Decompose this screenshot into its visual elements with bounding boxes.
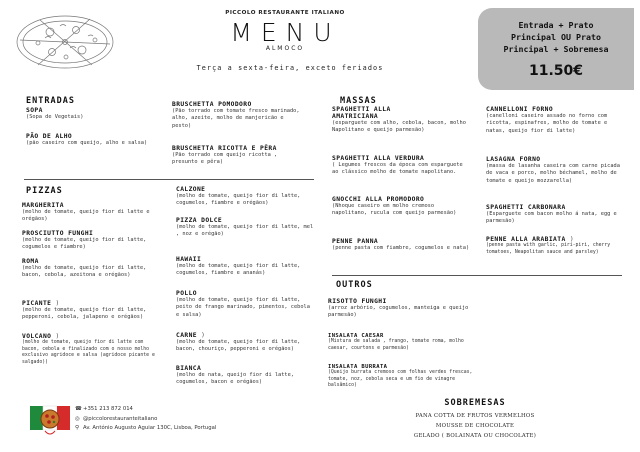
item-name: SPAGHETTI ALLA AMATRICIANA xyxy=(332,106,391,120)
menu-item xyxy=(176,290,316,319)
outros-heading: OUTROS xyxy=(336,280,373,290)
menu-item xyxy=(332,155,472,177)
menu-item xyxy=(26,133,151,147)
item-description: (Sopa de Vegetais) xyxy=(26,114,84,120)
item-description: (pão caseiro com queijo, alho e salsa) xyxy=(26,140,148,146)
item-name xyxy=(22,300,162,307)
item-name: PENNE PANNA xyxy=(332,238,379,245)
item-name xyxy=(486,236,621,243)
phone-icon: ☎ xyxy=(75,406,82,412)
item-description: (molho de tomate, queijo fior di latte, bacon, cebola, azeitona e orégãos) xyxy=(22,265,147,279)
chili-icon: ) xyxy=(569,236,575,243)
item-name: INSALATA CAESAR xyxy=(328,333,384,339)
item-name: SOPA xyxy=(26,107,43,114)
menu-item xyxy=(22,202,162,224)
menu-subheading: ALMOCO xyxy=(265,45,305,52)
menu-item xyxy=(22,258,162,280)
restaurant-logo xyxy=(30,402,70,438)
instagram-icon: ◎ xyxy=(75,415,80,422)
item-description: (molho de tomate, queijo fior di latte, cogumelos e fiambre) xyxy=(22,237,147,251)
item-description: (molho de tomate, queijo fior di latte com bacon, cebola e finalizado com o nosso molho exclusivo agridoce e salsa (agridoce picante e salgado)) xyxy=(22,340,155,365)
menu-item xyxy=(26,107,161,121)
item-name-text: PENNE ALLA ARABIATA xyxy=(486,236,566,243)
item-name: BRUSCHETTA POMODORO xyxy=(172,101,252,108)
menu-item xyxy=(486,156,621,185)
menu-item xyxy=(172,145,302,167)
item-description: (Pão torrado com tomate fresco marinado, alho, azeite, molho de manjericão e pesto) xyxy=(172,108,300,129)
chili-icon: ) xyxy=(55,333,60,340)
menu-title: MENU xyxy=(230,18,341,47)
item-description: (massa de lasanha caseira com carne picada de vaca e porco, molho béchamel, molho de tomate e queijo mozzarella) xyxy=(486,163,620,184)
item-description: (molho de tomate, queijo fior di latte e orégãos) xyxy=(22,209,150,223)
address-row xyxy=(75,424,216,434)
section-divider xyxy=(332,275,622,276)
promo-line-3: Principal + Sobremesa xyxy=(503,44,609,54)
menu-item xyxy=(328,298,478,320)
item-name-text: PICANTE xyxy=(22,300,52,307)
item-name: PROSCIUTTO FUNGHI xyxy=(22,230,94,237)
menu-item xyxy=(22,230,162,252)
item-description: (Pão torrado com queijo ricotta , presunto e pêra) xyxy=(172,152,278,166)
chili-icon: ) xyxy=(201,332,206,339)
promo-line-2: Principal OU Prato xyxy=(511,32,601,42)
item-name: ROMA xyxy=(22,258,39,265)
dessert-item: PANA COTTA DE FRUTOS VERMELHOS xyxy=(415,413,535,419)
menu-item xyxy=(176,186,316,208)
pizza-illustration xyxy=(10,10,120,75)
item-name: PIZZA DOLCE xyxy=(176,217,223,224)
item-description: (molho de tomate, queijo fior di latte, bacon, chouriço, pepperoni e orégãos) xyxy=(176,339,301,353)
phone-row xyxy=(75,405,216,415)
item-description: (molho de tomate, queijo fior di latte, cogumelos, fiambre e ananás) xyxy=(176,263,301,277)
pizzas-heading: PIZZAS xyxy=(26,186,63,196)
item-description: (Nhoque caseiro em molho cremoso napolitano, rucula com queijo parmesão) xyxy=(332,203,457,217)
item-description: (Queijo burrata cremoso com folhas verdes frescas, tomate, noz, cebola seca e um fio de vinagre balsâmico) xyxy=(328,370,473,389)
item-description: (molho de tomate, queijo fior di latte, pepperoni, cebola, jalapeno e orégãos) xyxy=(22,307,147,321)
menu-item xyxy=(332,196,472,218)
chili-icon: ) xyxy=(55,300,60,307)
item-name-text: VOLCANO xyxy=(22,333,52,340)
item-description: (canelloni caseiro assado no forno com ricotta, espinafres, molho de tomate e natas, queijo fior di latte) xyxy=(486,113,608,134)
item-description: (molho de tomate, queijo fior di latte, mel , noz e orégão) xyxy=(176,224,314,238)
item-description: (arroz arbório, cogumelos, manteiga e queijo parmesão) xyxy=(328,305,469,319)
item-description: (molho de nata, queijo fior di latte, cogumelos, bacon e orégãos) xyxy=(176,372,294,386)
dessert-list xyxy=(410,411,540,441)
massas-heading: MASSAS xyxy=(340,96,377,106)
item-name: CANNELLONI FORNO xyxy=(486,106,554,113)
item-description: (penne pasta with garlic, piri-piri, cherry tomatoes, Neapolitan sauce and parsley) xyxy=(486,243,611,255)
item-description: ( Legumes frescos da época com esparguete ao clássico molho de tomate napolitano. xyxy=(332,162,463,176)
footer-contact xyxy=(75,405,216,434)
phone-number: +351 213 872 014 xyxy=(83,406,133,412)
menu-item xyxy=(176,256,316,278)
instagram-handle: @piccolorestauranteitaliano xyxy=(83,415,158,422)
menu-item xyxy=(328,364,478,390)
item-name-text: CARNE xyxy=(176,332,197,339)
item-name xyxy=(176,332,316,339)
menu-item xyxy=(332,106,472,135)
item-description: (penne pasta com fiambre, cogumelos e nata) xyxy=(332,245,470,251)
item-description: (molho de tomate, queijo fior di latte, cogumelos, fiambre e orégãos) xyxy=(176,193,301,207)
item-name: MARGHERITA xyxy=(22,202,64,209)
menu-item xyxy=(328,333,478,352)
dessert-item: MOUSSE DE CHOCOLATE xyxy=(435,423,515,429)
item-name: PÃO DE ALHO xyxy=(26,133,73,140)
promo-line-1: Entrada + Prato xyxy=(518,20,594,30)
item-name: SPAGHETTI CARBONARA xyxy=(486,204,566,211)
location-pin-icon: ⚲ xyxy=(75,425,80,431)
instagram-row xyxy=(75,415,216,425)
item-description: (molho de tomate, queijo fior di latte, peito de frango marinado, pimentos, cebola e salsa) xyxy=(176,297,310,318)
sobremesas-heading: SOBREMESAS xyxy=(444,398,506,408)
menu-item xyxy=(176,332,316,354)
item-name: GNOCCHI ALLA PROMODORO xyxy=(332,196,425,203)
item-name: POLLO xyxy=(176,290,197,297)
menu-item xyxy=(176,217,316,239)
item-name: LASAGNA FORNO xyxy=(486,156,541,163)
item-name: BIANCA xyxy=(176,365,202,372)
item-name: CALZONE xyxy=(176,186,206,193)
menu-item xyxy=(176,365,316,387)
menu-item xyxy=(486,106,621,135)
promo-price: 11.50€ xyxy=(528,63,584,79)
menu-item xyxy=(172,101,302,130)
item-description: (Mistura de salada , frango, tomate roma, molho caesar, courtons e parmesão) xyxy=(328,339,464,351)
schedule-note: Terça a sexta-feira, exceto feriados xyxy=(196,64,384,72)
item-description: (esparguete com alho, cebola, bacon, molho Napolitano e queijo parmesão) xyxy=(332,120,466,134)
item-name: HAWAII xyxy=(176,256,202,263)
dessert-item: GELADO ( BOLAINATA OU CHOCOLATE) xyxy=(413,433,537,439)
item-name: INSALATA BURRATA xyxy=(328,364,388,370)
restaurant-subtitle: PICCOLO RESTAURANTE ITALIANO xyxy=(225,10,345,16)
menu-item xyxy=(332,238,472,252)
menu-item xyxy=(22,333,162,366)
item-name: SPAGHETTI ALLA VERDURA xyxy=(332,155,425,162)
menu-item xyxy=(486,204,621,226)
menu-item xyxy=(22,300,162,322)
item-description: (Esparguete com bacon molho á nata, egg e parmesão) xyxy=(486,211,617,225)
entradas-heading: ENTRADAS xyxy=(26,96,75,106)
section-divider xyxy=(24,179,314,180)
menu-item xyxy=(486,236,621,256)
address-text: Av. António Augusto Aguiar 130C, Lisboa, Portugal xyxy=(83,425,217,431)
item-name: BRUSCHETTA RICOTTA E PÊRA xyxy=(172,145,277,152)
item-name xyxy=(22,333,162,340)
item-name: RISOTTO FUNGHI xyxy=(328,298,387,305)
